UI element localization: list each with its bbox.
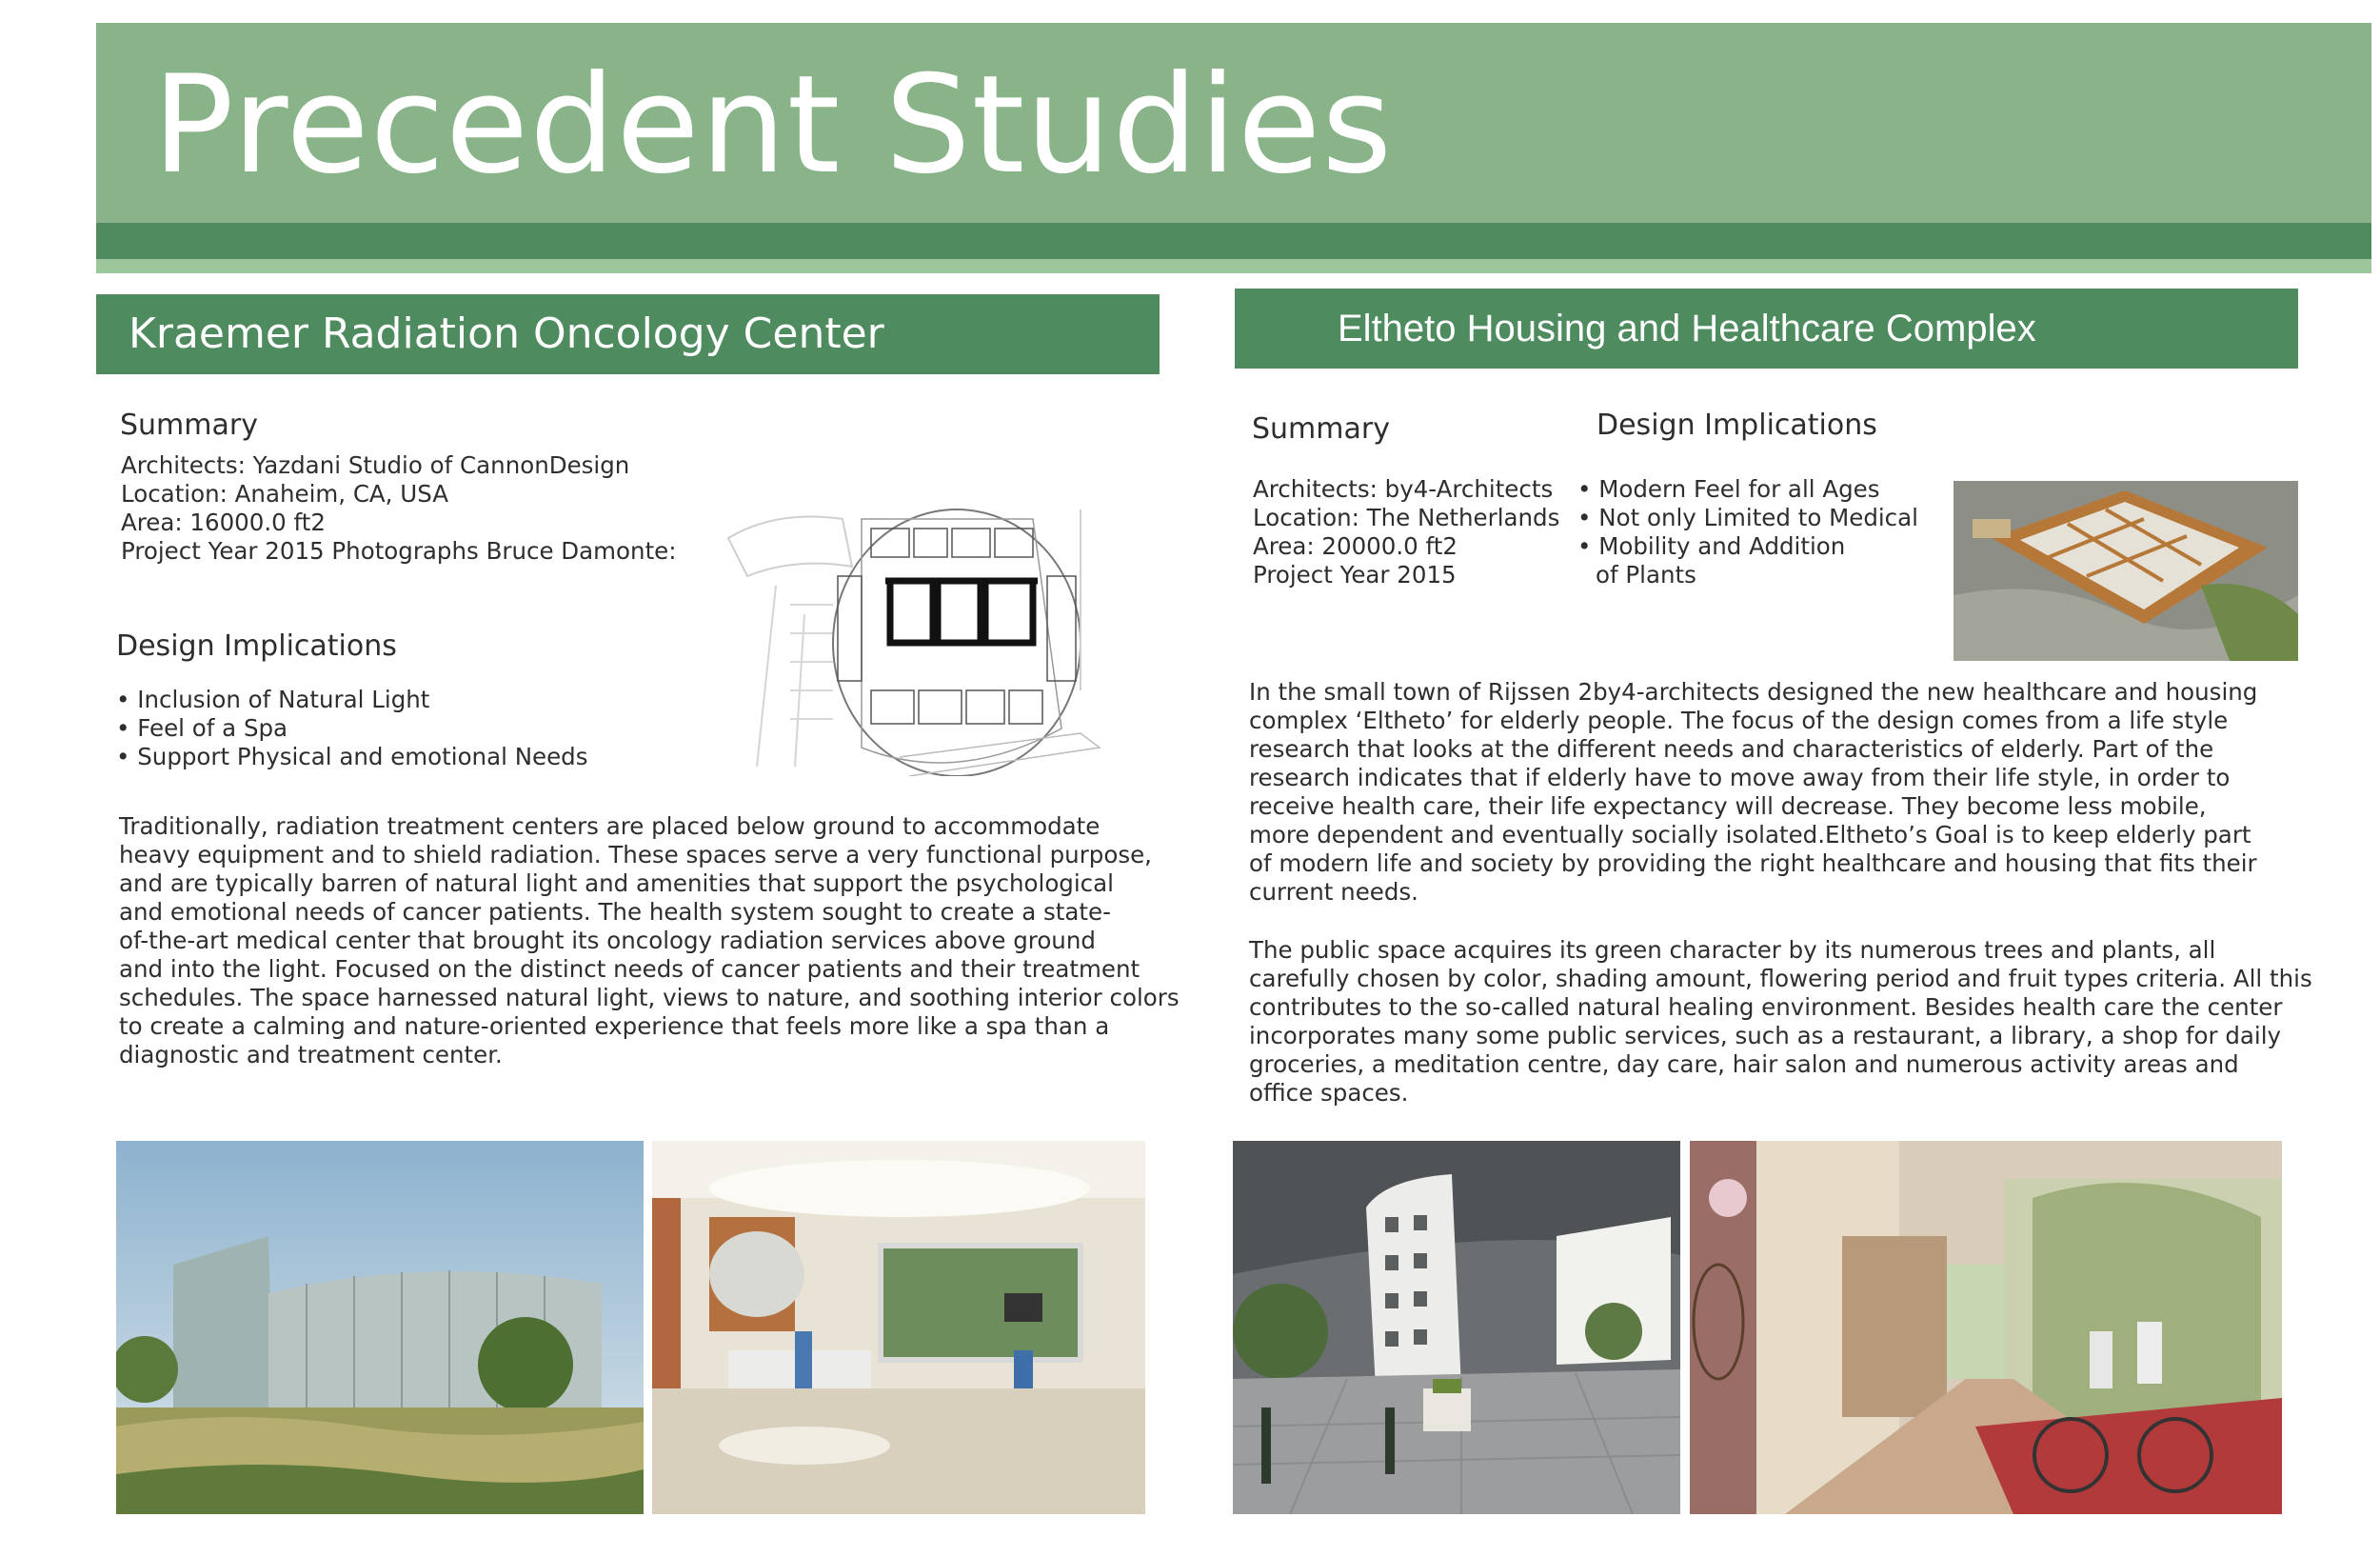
- right-summary-heading: Summary: [1252, 412, 1390, 446]
- aerial-model-svg: [1954, 481, 2298, 661]
- left-description-line: to create a calming and nature-oriented experience that feels more like a spa than a: [119, 1012, 1110, 1040]
- right-description-1: [1249, 678, 2257, 907]
- right-description-line: The public space acquires its green character by its numerous trees and plants, all: [1249, 936, 2216, 964]
- right-description-line: current needs.: [1249, 878, 1418, 906]
- left-description-line: Traditionally, radiation treatment centers are placed below ground to accommodate: [119, 812, 1101, 840]
- right-description-line: contributes to the so-called natural healing environment. Besides health care the center: [1249, 993, 2283, 1021]
- left-description-line: of-the-art medical center that brought its oncology radiation services above ground: [119, 927, 1096, 954]
- left-section-title: Kraemer Radiation Oncology Center: [129, 309, 884, 358]
- right-description-line: receive health care, their life expectancy will decrease. They become less mobile,: [1249, 792, 2207, 820]
- floor-plan-svg: [719, 500, 1147, 776]
- left-summary-line: Location: Anaheim, CA, USA: [121, 480, 448, 508]
- left-description-line: and into the light. Focused on the distinct needs of cancer patients and their treatment: [119, 955, 1140, 983]
- building-exterior-photo: [116, 1141, 644, 1514]
- right-summary-line: Location: The Netherlands: [1253, 504, 1560, 531]
- right-description-line: office spaces.: [1249, 1079, 1409, 1107]
- left-implication-item: • Support Physical and emotional Needs: [116, 743, 587, 771]
- right-summary-list: [1253, 475, 1559, 589]
- left-description-line: and emotional needs of cancer patients. The health system sought to create a state-: [119, 898, 1111, 926]
- street-view-svg: [1233, 1141, 1680, 1514]
- left-implication-item: • Feel of a Spa: [116, 714, 587, 743]
- right-description-line: complex ‘Eltheto’ for elderly people. The focus of the design comes from a life style: [1249, 707, 2229, 734]
- left-description-line: schedules. The space harnessed natural light, views to nature, and soothing interior colors: [119, 984, 1180, 1011]
- floor-plan-drawing: [719, 500, 1147, 776]
- right-description-line: more dependent and eventually socially isolated.Eltheto’s Goal is to keep elderly part: [1249, 821, 2251, 848]
- left-implications-heading: Design Implications: [116, 629, 397, 663]
- right-description-line: of modern life and society by providing the right healthcare and housing that fits their: [1249, 849, 2257, 877]
- interior-corridor-render: [1690, 1141, 2282, 1514]
- right-description-line: research indicates that if elderly have to move away from their life style, in order to: [1249, 764, 2231, 791]
- right-implication-item: • Mobility and Addition: [1577, 532, 1918, 561]
- right-implications-list: [1577, 475, 1918, 561]
- right-description-2: [1249, 936, 2312, 1108]
- left-section-header: [96, 294, 1160, 374]
- banner-light-stripe: [96, 259, 2371, 273]
- right-description-line: groceries, a meditation centre, day care, hair salon and numerous activity areas and: [1249, 1050, 2239, 1078]
- right-implication-item: • Not only Limited to Medical: [1577, 504, 1918, 532]
- left-summary-line: Project Year 2015 Photographs Bruce Damonte:: [121, 537, 677, 565]
- right-summary-line: Architects: by4-Architects: [1253, 475, 1554, 503]
- right-section-header: [1235, 289, 2298, 369]
- street-view-photo: [1233, 1141, 1680, 1514]
- left-implications-list: [116, 686, 587, 771]
- left-summary-list: [121, 451, 677, 566]
- banner-dark-stripe: [96, 223, 2371, 259]
- left-description-line: diagnostic and treatment center.: [119, 1041, 503, 1068]
- interior-corridor-svg: [1690, 1141, 2282, 1514]
- left-implication-item: • Inclusion of Natural Light: [116, 686, 587, 714]
- right-description-line: In the small town of Rijssen 2by4-architects designed the new healthcare and housing: [1249, 678, 2258, 706]
- left-description-line: and are typically barren of natural light and amenities that support the psychological: [119, 869, 1114, 897]
- right-description-line: research that looks at the different needs and characteristics of elderly. Part of the: [1249, 735, 2214, 763]
- building-exterior-svg: [116, 1141, 644, 1514]
- left-summary-heading: Summary: [120, 409, 258, 442]
- treatment-room-svg: [652, 1141, 1145, 1514]
- treatment-room-photo: [652, 1141, 1145, 1514]
- left-description: [119, 812, 1180, 1069]
- right-summary-line: Area: 20000.0 ft2: [1253, 532, 1458, 560]
- right-implication-item: • Modern Feel for all Ages: [1577, 475, 1918, 504]
- page-title: Precedent Studies: [152, 47, 1394, 204]
- aerial-model-render: [1954, 481, 2298, 661]
- right-description-line: incorporates many some public services, such as a restaurant, a library, a shop for daily: [1249, 1022, 2282, 1049]
- left-description-line: heavy equipment and to shield radiation. These spaces serve a very functional purpose,: [119, 841, 1152, 868]
- left-summary-line: Architects: Yazdani Studio of CannonDesign: [121, 451, 630, 479]
- left-summary-line: Area: 16000.0 ft2: [121, 509, 326, 536]
- right-summary-line: Project Year 2015: [1253, 561, 1457, 589]
- right-section-title: Eltheto Housing and Healthcare Complex: [1338, 308, 2036, 349]
- right-description-line: carefully chosen by color, shading amount, flowering period and fruit types criteria. All this: [1249, 965, 2312, 992]
- right-implication-continuation: of Plants: [1596, 561, 1696, 589]
- right-implications-heading: Design Implications: [1597, 409, 1877, 442]
